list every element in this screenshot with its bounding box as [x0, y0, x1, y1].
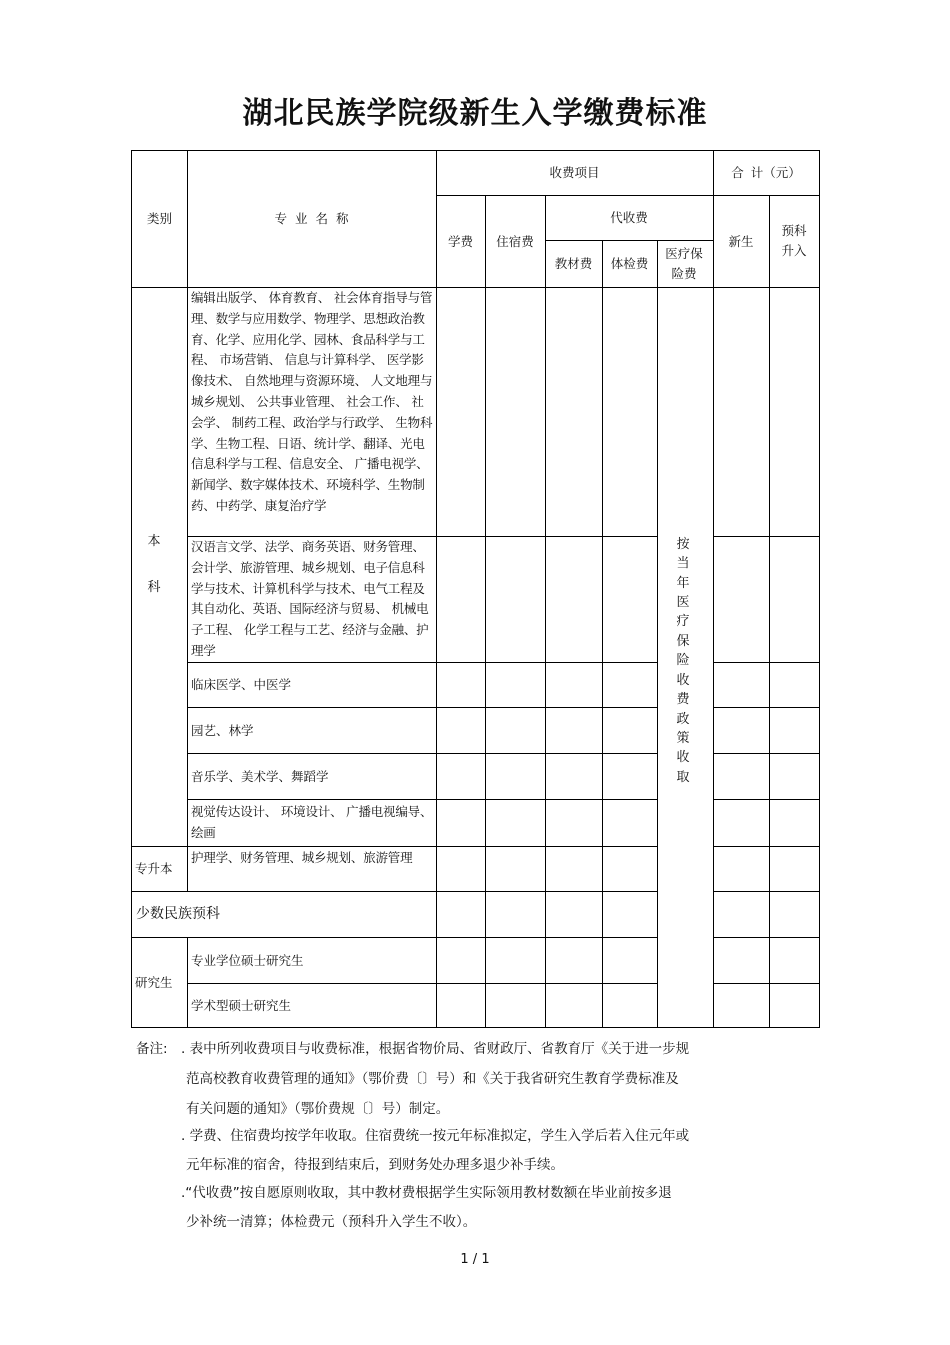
note-line-3: 有关问题的通知》（鄂价费规〔〕号）制定。 [186, 1101, 450, 1117]
header-tuition: 学费 [447, 233, 473, 249]
category-minority-prep: 少数民族预科 [136, 905, 220, 922]
major-acad-master: 学术型硕士研究生 [191, 998, 292, 1013]
insurance-policy: 按当年医疗保险收费政策收取 [676, 536, 690, 785]
header-preparatory: 预科升入 [781, 223, 807, 258]
major-group-4: 园艺、林学 [191, 722, 254, 738]
major-prof-master: 专业学位硕士研究生 [191, 952, 304, 968]
page-number: 1 / 1 [460, 1252, 490, 1267]
notes-label: 备注: [136, 1041, 168, 1057]
header-freshman: 新生 [728, 233, 754, 249]
header-medical-insurance: 医疗保险费 [665, 245, 703, 281]
note-line-5: 元年标准的宿舍，待报到结束后，到财务处办理多退少补手续。 [186, 1157, 564, 1173]
header-major: 专 业 名 称 [274, 211, 349, 226]
major-group-6: 视觉传达设计、 环境设计、 广播电视编导、绘画 [191, 804, 433, 840]
category-undergraduate: 本科 [147, 534, 161, 595]
major-group-3: 临床医学、中医学 [191, 677, 292, 692]
note-line-7: 少补统一清算；体检费元（预科升入学生不收）。 [186, 1214, 477, 1230]
header-fee-items: 收费项目 [549, 165, 600, 180]
major-upgrade: 护理学、财务管理、城乡规划、旅游管理 [191, 850, 413, 865]
category-upgrade: 专升本 [135, 861, 173, 876]
major-group-1: 编辑出版学、 体育教育、 社会体育指导与管理、数学与应用数学、物理学、思想政治教育、化学、应用化学、园林、食品科学与工程、 市场营销、 信息与计算科学、 医学影像技术、 自然地理与资源环境、 人文地理与城乡规划、 公共事业管理、 社会工作、 社会学、 制药工程、政治学与行政学、 生物科学、生物工程、日语、统计学、翻译、光电信息科学与工程、信息安全、 广播电视学、 新闻学、数字媒体技术、环境科学、生物制药、中药学、康复治疗学 [191, 290, 433, 513]
header-category: 类别 [146, 211, 172, 226]
note-line-1: . 表中所列收费项目与收费标准，根据省物价局、省财政厅、省教育厅《关于进一步规 [181, 1041, 690, 1057]
note-line-2: 范高校教育收费管理的通知》（鄂价费〔〕号）和《关于我省研究生教育学费标准及 [186, 1071, 679, 1087]
header-medical-exam: 体检费 [610, 256, 649, 271]
header-total: 合 计（元） [731, 165, 801, 180]
note-line-4: . 学费、住宿费均按学年收取。住宿费统一按元年标准拟定，学生入学后若入住元年或 [181, 1128, 690, 1144]
major-group-5: 音乐学、美术学、舞蹈学 [191, 768, 329, 784]
note-line-6: .“代收费”按自愿原则收取，其中教材费根据学生实际领用教材数额在毕业前按多退 [181, 1185, 672, 1201]
header-textbook: 教材费 [554, 256, 593, 271]
page-title: 湖北民族学院级新生入学缴费标准 [242, 96, 708, 131]
header-collected-on-behalf: 代收费 [610, 210, 648, 225]
header-lodging: 住宿费 [496, 233, 534, 249]
category-graduate: 研究生 [135, 975, 173, 990]
major-group-2: 汉语言文学、法学、商务英语、财务管理、会计学、旅游管理、城乡规划、电子信息科学与技术、计算机科学与技术、电气工程及其自动化、英语、国际经济与贸易、 机械电子工程、 化学工程与工艺、经济与金融、护理学 [191, 539, 429, 658]
